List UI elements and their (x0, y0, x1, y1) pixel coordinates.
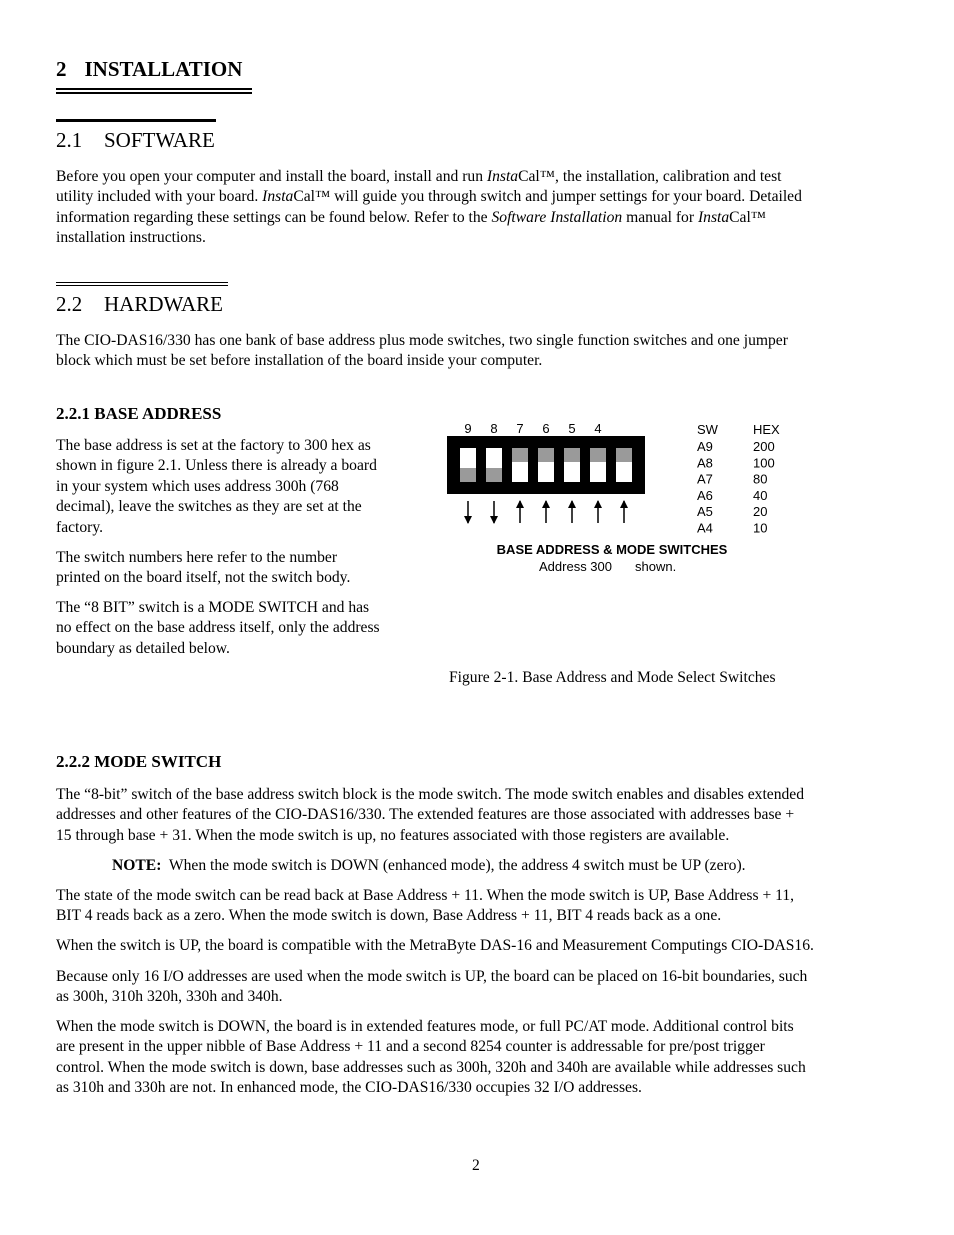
mode-switch-paragraph-2: The state of the mode switch can be read back at Base Address + 11. When the mode switch is UP, Base Address + 11, BIT 4 reads back as a zero. When the mode switch is down, Base Address + 11, BIT 4 reads back as a one. (56, 887, 795, 925)
switch-toggle-down (486, 468, 502, 482)
section-rule-thin-top (56, 282, 228, 283)
switch-toggle-up (512, 448, 528, 462)
arrow-head-down (490, 516, 498, 524)
switch-number-label: 6 (542, 421, 550, 436)
section-number: 2.1 (56, 128, 83, 152)
switch-toggle-up (590, 448, 606, 462)
chapter-number: 2 (56, 57, 67, 81)
base-address-paragraph-1: The base address is set at the factory to 300 hex as shown in figure 2.1. Unless there is already a board in your system which uses address 300h (768 decimal), leave the switches as they are set at the factory. (56, 437, 377, 536)
hex-value-label: 20 (753, 504, 768, 520)
base-address-paragraph-3: The “8 BIT” switch is a MODE SWITCH and has no effect on the base address itself, only the address boundary as detailed below. (56, 599, 380, 657)
heading-rule-bottom (56, 92, 252, 94)
hardware-paragraph: The CIO-DAS16/330 has one bank of base address plus mode switches, two single function switches and one jumper block which must be set before installation of the board inside your computer. (56, 332, 788, 370)
heading-rule-top (56, 88, 252, 90)
sw-address-label: A7 (697, 471, 713, 487)
switch-toggle-down (460, 468, 476, 482)
arrow-head-up (542, 500, 550, 508)
chapter-heading (56, 57, 242, 82)
diagram-subtitle-shown: shown. (635, 559, 677, 574)
subsection-heading-base-address: 2.2.1 BASE ADDRESS (56, 404, 222, 423)
hex-value-label: 40 (753, 487, 768, 503)
sw-address-label: A6 (697, 487, 713, 503)
arrow-head-up (568, 500, 576, 508)
software-paragraph: Before you open your computer and install the board, install and run InstaCal™, the installation, calibration and test utility included with your board. InstaCal™ will guide you through switch and jumper settings for your board. Detailed information regarding these settings can be found below. Refer to the Software Installation manual for InstaCal™ installation instructions. (56, 168, 802, 247)
arrow-head-down (464, 516, 472, 524)
sw-address-label: A9 (697, 439, 713, 454)
note-text: When the mode switch is DOWN (enhanced mode), the address 4 switch must be UP (zero). (161, 857, 746, 874)
hex-column-header: HEX (753, 422, 780, 437)
mode-switch-paragraph-3: When the switch is UP, the board is compatible with the MetraByte DAS-16 and Measurement Computings CIO-DAS16. (56, 937, 814, 954)
arrow-head-up (620, 500, 628, 508)
arrow-head-up (516, 500, 524, 508)
section-heading-software (56, 128, 215, 153)
section-rule-thin-bottom (56, 285, 228, 286)
mode-switch-paragraph-4: Because only 16 I/O addresses are used when the mode switch is UP, the board can be placed on 16-bit boundaries, such as 300h, 310h 320h, 330h and 340h. (56, 968, 808, 1006)
dip-switch-diagram (440, 415, 800, 585)
mode-switch-note (112, 856, 932, 876)
switch-number-label: 5 (568, 421, 576, 436)
sw-column-header: SW (697, 422, 718, 437)
section-heading-hardware: 2.2 HARDWARE (56, 292, 223, 316)
subsection-heading-mode-switch: 2.2.2 MODE SWITCH (56, 752, 222, 771)
hex-value-label: 10 (753, 520, 768, 536)
page-number: 2 (472, 1157, 480, 1174)
sw-address-label: A4 (697, 520, 713, 536)
section-title: SOFTWARE (104, 128, 215, 152)
switch-toggle-up (616, 448, 632, 462)
sw-address-label: A8 (697, 455, 713, 471)
note-label: NOTE: (112, 857, 162, 874)
switch-number-label: 8 (490, 421, 498, 436)
hex-value-label: 200 (753, 439, 775, 454)
section-rule (56, 119, 216, 122)
base-address-paragraph-2: The switch numbers here refer to the number printed on the board itself, not the switch body. (56, 549, 351, 587)
mode-switch-paragraph-5: When the mode switch is DOWN, the board is in extended features mode, or full PC/AT mode. Additional control bits are present in the upper nibble of Base Address + 11 and a second 8254 counter is addressable for pre/post trigger control. When the mode switch is down, base addresses such as 300h, 320h and 340h are available while addresses such as 310h and 330h are not. In enhanced mode, the CIO-DAS16/330 occupies 32 I/O addresses. (56, 1018, 806, 1097)
hex-value-label: 80 (753, 471, 768, 487)
switch-toggle-up (564, 448, 580, 462)
hex-value-label: 100 (753, 455, 775, 471)
switch-number-label: 4 (594, 421, 602, 436)
switch-number-label: 7 (516, 421, 524, 436)
arrow-head-up (594, 500, 602, 508)
switch-number-label: 9 (464, 421, 472, 436)
diagram-subtitle-address: Address 300 (539, 559, 612, 574)
diagram-title: BASE ADDRESS & MODE SWITCHES (496, 542, 728, 557)
switch-toggle-up (538, 448, 554, 462)
mode-switch-paragraph-1: The “8-bit” switch of the base address switch block is the mode switch. The mode switch enables and disables extended addresses and other features of the CIO-DAS16/330. The extended features are those associated with addresses base + 15 through base + 31. When the mode switch is up, no features associated with those registers are available. (56, 786, 805, 844)
sw-address-label: A5 (697, 504, 713, 520)
figure-caption: Figure 2-1. Base Address and Mode Select Switches (449, 669, 776, 686)
chapter-title: INSTALLATION (84, 57, 243, 81)
